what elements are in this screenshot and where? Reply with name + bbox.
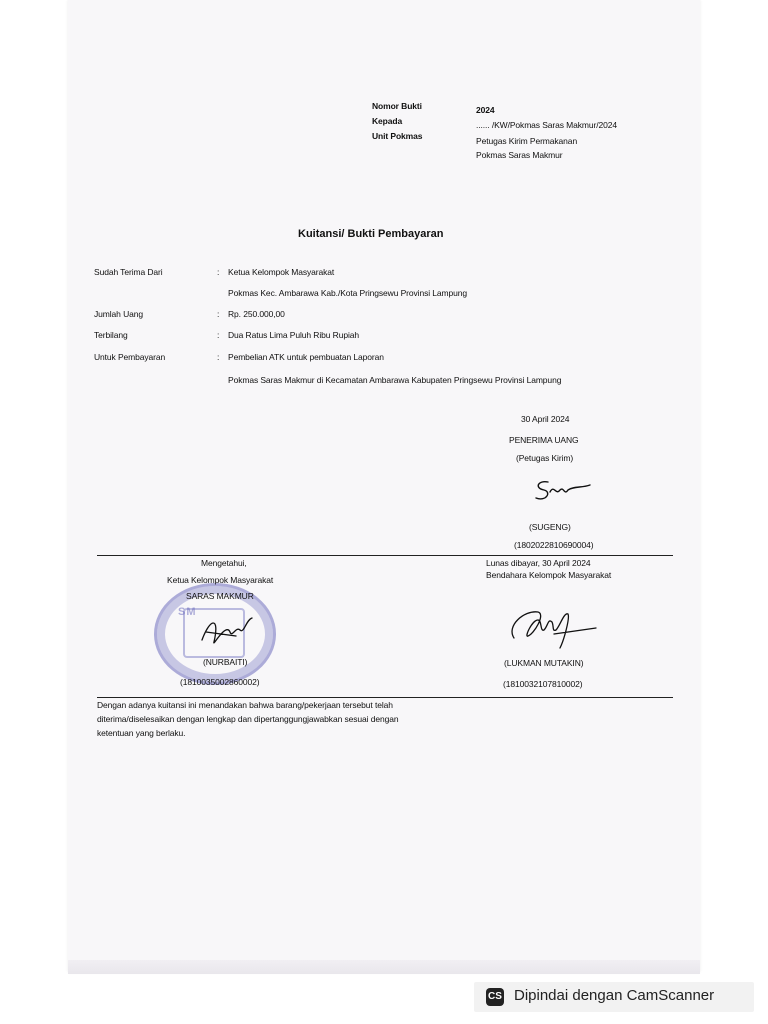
colon: : <box>217 267 220 277</box>
penerima-name: (SUGENG) <box>529 522 571 532</box>
bendahara-role: Bendahara Kelompok Masyarakat <box>486 570 612 580</box>
sudah-value-1: Ketua Kelompok Masyarakat <box>228 267 335 277</box>
mengetahui-role: Ketua Kelompok Masyarakat <box>167 575 274 585</box>
sudah-value-2: Pokmas Kec. Ambarawa Kab./Kota Pringsewu Provinsi Lampung <box>228 288 468 298</box>
colon: : <box>217 352 220 362</box>
unit-label: Unit Pokmas <box>372 131 423 141</box>
camscanner-icon: CS <box>486 988 504 1006</box>
mengetahui-id: (1810035002860002) <box>180 677 260 687</box>
penerima-subtitle: (Petugas Kirim) <box>516 453 574 463</box>
penerima-title: PENERIMA UANG <box>509 435 579 445</box>
paper-sheet <box>68 0 700 972</box>
jumlah-value: Rp. 250.000,00 <box>228 309 285 319</box>
nurbaiti-signature <box>196 612 256 652</box>
mengetahui-label: Mengetahui, <box>201 558 247 568</box>
nomor-value: 2024 <box>476 105 495 115</box>
footer-note-line2: diterima/diselesaikan dengan lengkap dan dipertanggungjawabkan sesuai dengan <box>97 714 399 724</box>
penerima-date: 30 April 2024 <box>521 414 570 424</box>
document-title: Kuitansi/ Bukti Pembayaran <box>298 228 444 240</box>
untuk-value-1: Pembelian ATK untuk pembuatan Laporan <box>228 352 384 362</box>
bendahara-lunas: Lunas dibayar, 30 April 2024 <box>486 558 591 568</box>
footer-note-line3: ketentuan yang berlaku. <box>97 728 186 738</box>
footer-note-line1: Dengan adanya kuitansi ini menandakan bahwa barang/pekerjaan tersebut telah <box>97 700 393 710</box>
bendahara-name: (LUKMAN MUTAKIN) <box>504 658 584 668</box>
colon: : <box>217 309 220 319</box>
kepada-label: Kepada <box>372 116 403 126</box>
penerima-id: (1802022810690004) <box>514 540 594 550</box>
untuk-value-2: Pokmas Saras Makmur di Kecamatan Ambarawa Kabupaten Pringsewu Provinsi Lampung <box>228 375 562 385</box>
unit-value-2: Pokmas Saras Makmur <box>476 150 563 160</box>
stamp-logo-text: SM <box>178 606 197 618</box>
jumlah-label: Jumlah Uang <box>94 309 143 319</box>
bendahara-id: (1810032107810002) <box>503 679 583 689</box>
kepada-value: ...... /KW/Pokmas Saras Makmur/2024 <box>476 120 618 130</box>
sugeng-signature <box>530 476 594 506</box>
paper-bottom-edge <box>68 960 700 974</box>
sudah-label: Sudah Terima Dari <box>94 267 163 277</box>
divider-bottom <box>97 697 673 698</box>
camscanner-text: Dipindai dengan CamScanner <box>514 987 715 1004</box>
colon: : <box>217 330 220 340</box>
mengetahui-org: SARAS MAKMUR <box>186 591 254 601</box>
divider-top <box>97 555 673 556</box>
terbilang-label: Terbilang <box>94 330 128 340</box>
nomor-label: Nomor Bukti <box>372 101 422 111</box>
lukman-signature <box>504 604 600 652</box>
terbilang-value: Dua Ratus Lima Puluh Ribu Rupiah <box>228 330 359 340</box>
untuk-label: Untuk Pembayaran <box>94 352 166 362</box>
unit-value-1: Petugas Kirim Permakanan <box>476 136 578 146</box>
mengetahui-name: (NURBAITI) <box>203 657 248 667</box>
